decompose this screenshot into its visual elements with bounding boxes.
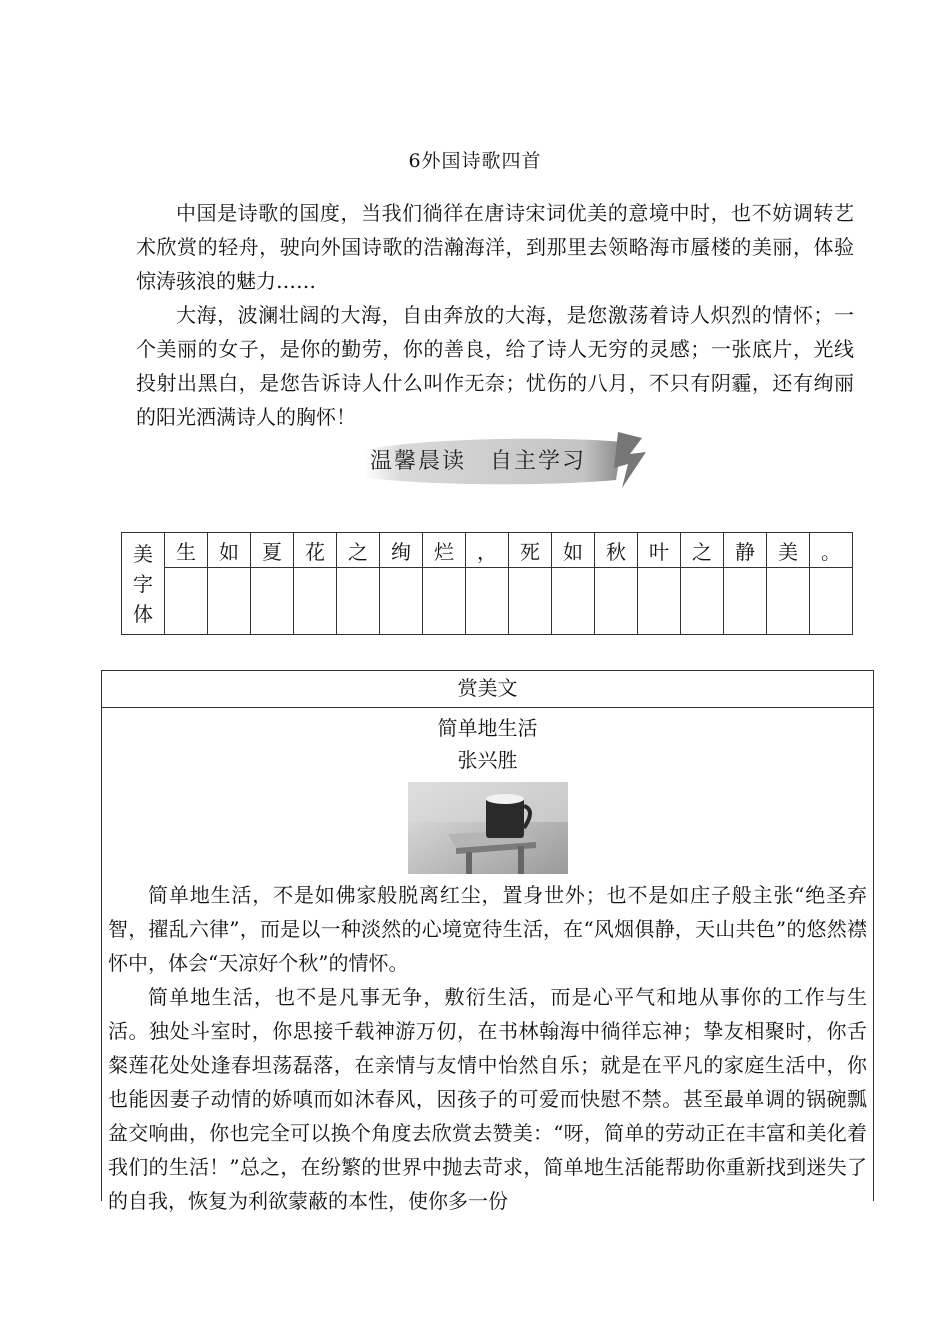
copy-table-label [122, 533, 165, 635]
blank-writing-cell[interactable] [380, 568, 423, 635]
blank-writing-cell[interactable] [681, 568, 724, 635]
blank-writing-cell[interactable] [638, 568, 681, 635]
blank-writing-cell[interactable] [724, 568, 767, 635]
section-banner [360, 428, 650, 494]
blank-writing-cell[interactable] [552, 568, 595, 635]
blank-writing-cell[interactable] [165, 568, 208, 635]
copy-char-cell: 夏 [251, 533, 294, 568]
essay-box-header: 赏美文 [102, 671, 873, 708]
copy-char-cell: 死 [509, 533, 552, 568]
blank-writing-cell[interactable] [208, 568, 251, 635]
copy-char-cell: 花 [294, 533, 337, 568]
essay-box [101, 670, 874, 1213]
blank-writing-cell[interactable] [767, 568, 810, 635]
essay-title: 简单地生活 [437, 716, 538, 740]
intro-section [136, 196, 854, 434]
blank-writing-cell[interactable] [466, 568, 509, 635]
essay-paragraph-1: 简单地生活，不是如佛家般脱离红尘，置身世外；也不是如庄子般主张“绝圣弃智，擢乱六律”，而是以一种淡然的心境宽待生活，在“风烟俱静，天山共色”的悠然襟怀中，体会“天凉好个秋”的情怀。 [108, 883, 867, 975]
page-title: 6外国诗歌四首 [408, 150, 542, 172]
essay-paragraph-2: 简单地生活，也不是凡事无争，敷衍生活，而是心平气和地从事你的工作与生活。独处斗室时，你思接千载神游万仞，在书林翰海中徜徉忘神；挚友相聚时，你舌粲莲花处处逢春坦荡磊落，在亲情与友情中怡然自乐；就是在平凡的家庭生活中，你也能因妻子动情的娇嗔而如沐春风，因孩子的可爱而快慰不禁。甚至最单调的锅碗瓢盆交响曲，你也完全可以换个角度去欣赏去赞美：“呀，简单的劳动正在丰富和美化着我们的生活！”总之，在纷繁的世界中抛去苛求，简单地生活能帮助你重新找到迷失了的自我，恢复为利欲蒙蔽的本性，使你多一份 [108, 985, 867, 1213]
banner-title: 温馨晨读 自主学习 [370, 449, 587, 474]
cup-photo [408, 782, 568, 874]
copy-char-cell: 如 [208, 533, 251, 568]
intro-paragraph-2: 大海，波澜壮阔的大海，自由奔放的大海，是您激荡着诗人炽烈的情怀；一个美丽的女子，是你的勤劳，你的善良，给了诗人无穷的灵感；一张底片，光线投射出黑白，是您告诉诗人什么叫作无奈；忧伤的八月，不只有阴霾，还有绚丽的阳光洒满诗人的胸怀！ [136, 303, 854, 429]
copy-char-cell: 绚 [380, 533, 423, 568]
copy-table-label-text: 美字体 [133, 541, 153, 626]
copy-char-cell: ， [466, 533, 509, 568]
blank-writing-cell[interactable] [595, 568, 638, 635]
blank-writing-cell[interactable] [810, 568, 853, 635]
copy-char-cell: 如 [552, 533, 595, 568]
copy-char-cell: 之 [337, 533, 380, 568]
copy-char-cell: 之 [681, 533, 724, 568]
intro-paragraph-1: 中国是诗歌的国度，当我们徜徉在唐诗宋词优美的意境中时，也不妨调转艺术欣赏的轻舟，驶向外国诗歌的浩瀚海洋，到那里去领略海市蜃楼的美丽，体验惊涛骇浪的魅力…… [136, 201, 854, 293]
copy-char-cell: 。 [810, 533, 853, 568]
copy-char-cell: 生 [165, 533, 208, 568]
blank-writing-cell[interactable] [337, 568, 380, 635]
blank-writing-cell[interactable] [251, 568, 294, 635]
copy-char-cell: 美 [767, 533, 810, 568]
blank-writing-cell[interactable] [294, 568, 337, 635]
copy-char-cell: 秋 [595, 533, 638, 568]
blank-writing-cell[interactable] [509, 568, 552, 635]
essay-author: 张兴胜 [457, 748, 518, 772]
copy-practice-table [121, 532, 853, 635]
copy-char-cell: 烂 [423, 533, 466, 568]
copy-char-cell: 叶 [638, 533, 681, 568]
blank-writing-cell[interactable] [423, 568, 466, 635]
copy-char-cell: 静 [724, 533, 767, 568]
essay-body [102, 874, 873, 1218]
